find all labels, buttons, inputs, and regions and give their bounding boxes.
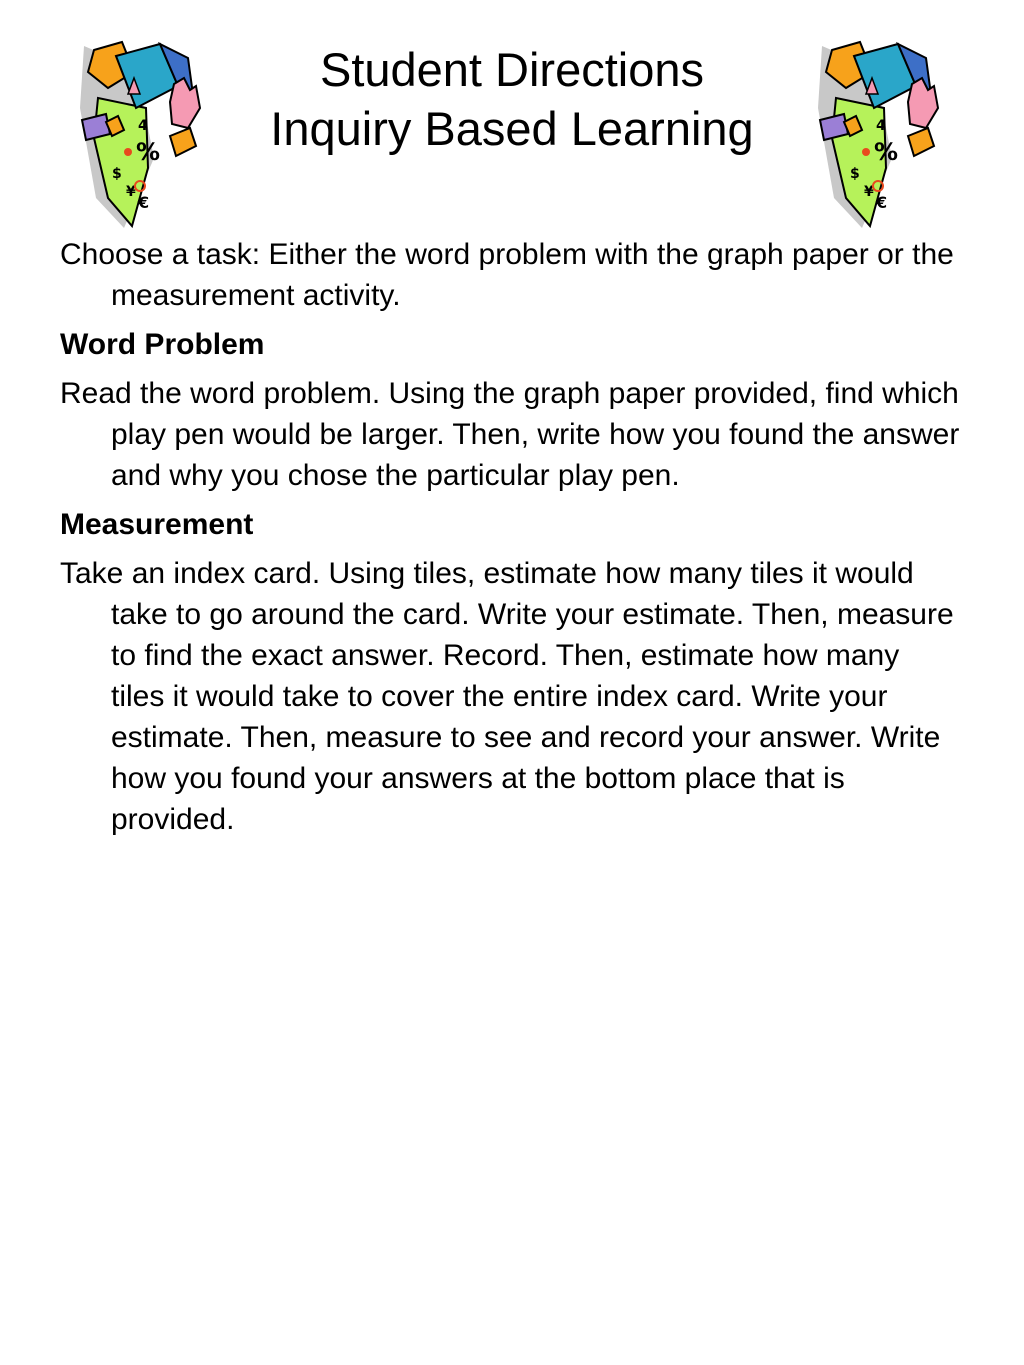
measurement-paragraph: Take an index card. Using tiles, estimate how many tiles it would take to go around the card. Write your estimate. Then, measure to find the exact answer. Record. Then, estimate how many tiles it would take to cover the entire index card. Write your estimate. Then, measure to see and record your answer. Write how you found your answers at the bottom place that is provided. [60, 557, 954, 836]
svg-text:€: € [138, 193, 150, 212]
title-line-1: Student Directions [319, 43, 705, 96]
section-heading-word-problem: Word Problem [60, 328, 265, 361]
page-title [200, 40, 824, 158]
svg-text:$: $ [112, 166, 122, 182]
svg-text:¥: ¥ [864, 184, 874, 200]
section-heading-measurement: Measurement [60, 508, 254, 541]
math-clipart-icon [814, 38, 942, 234]
title-line-2: Inquiry Based Learning [270, 102, 754, 155]
word-problem-paragraph: Read the word problem. Using the graph paper provided, find which play pen would be larger. Then, write how you found the answer and why you chose the particular play pen. [60, 377, 960, 492]
body-content [60, 234, 960, 848]
svg-text:%: % [136, 138, 161, 166]
svg-text:%: % [874, 138, 899, 166]
svg-text:$: $ [850, 166, 860, 182]
svg-text:¥: ¥ [126, 184, 136, 200]
svg-text:4: 4 [138, 118, 148, 134]
math-clipart-icon [76, 38, 204, 234]
intro-paragraph: Choose a task: Either the word problem with the graph paper or the measurement activity. [60, 238, 954, 312]
svg-text:€: € [876, 193, 888, 212]
svg-text:4: 4 [876, 118, 886, 134]
